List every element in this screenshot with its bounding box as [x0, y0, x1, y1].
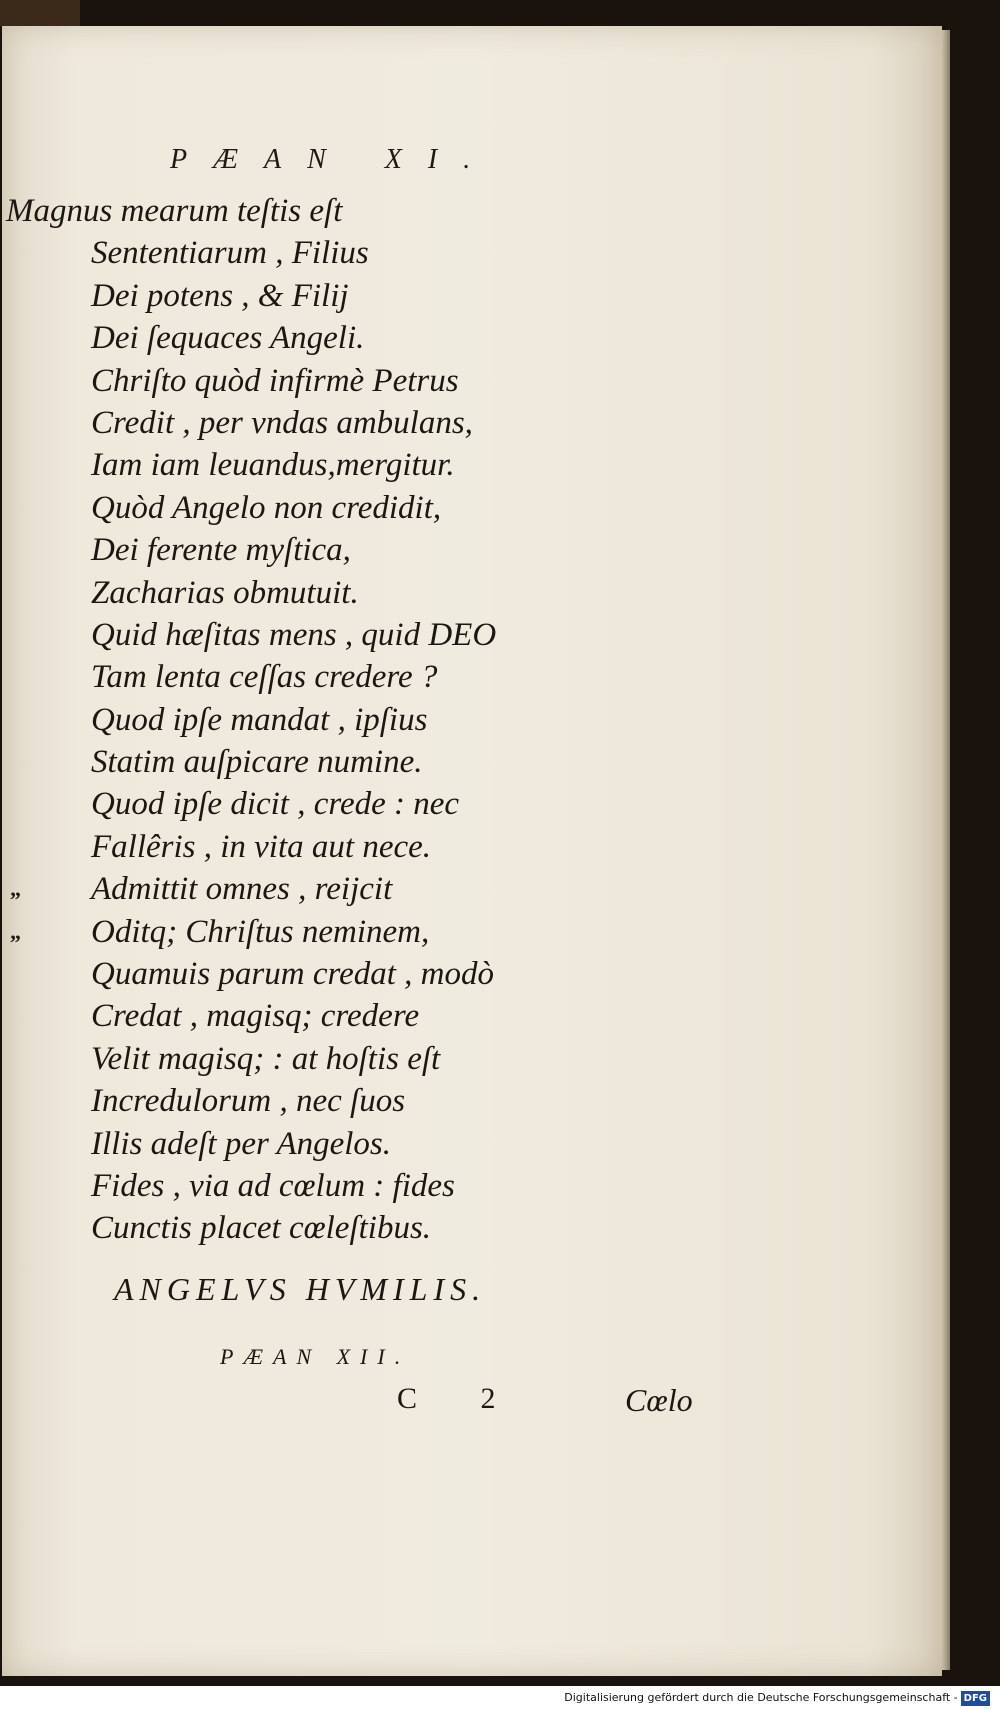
verse-line: Quid hæſitas mens , quid DEO — [91, 616, 497, 653]
credit-text: Digitalisierung gefördert durch die Deutsche Forschungsgemeinschaft - — [564, 1691, 958, 1704]
verse-line: Quod ipſe mandat , ipſius — [91, 701, 428, 738]
verse-line: Iam iam leuandus,mergitur. — [91, 447, 455, 484]
book-page — [2, 26, 942, 1676]
verse-line: Statim auſpicare numine. — [91, 744, 423, 781]
verse-line: „ Oditq; Chriſtus neminem, — [2, 911, 902, 953]
verse-line: Fallêris , in vita aut nece. — [91, 828, 432, 865]
verse-line: Fides , via ad cœlum : fides — [91, 1167, 455, 1204]
verse-line: Quod ipſe dicit , crede : nec — [91, 786, 460, 823]
verse-line: Tam lenta ceſſas credere ? — [91, 659, 438, 696]
verse-line: Incredulorum , nec ſuos — [91, 1083, 406, 1120]
page-edge — [942, 30, 950, 1670]
next-running-head: PÆAN XII. — [220, 1344, 411, 1369]
verse-line: Sententiarum , Filius — [91, 235, 369, 272]
verse-line: Cunctis placet cœleſtibus. — [91, 1210, 432, 1247]
verse-line: Dei ferente myſtica, — [91, 532, 351, 569]
quotation-marker: „ — [10, 876, 21, 902]
quotation-marker: „ — [10, 918, 21, 944]
verse-line: Velit magisq; : at hoſtis eſt — [91, 1040, 441, 1077]
verse-line: Dei potens , & Filij — [91, 277, 349, 314]
verse-line: Magnus mearum teſtis eſt — [6, 193, 343, 229]
signature-mark: C 2 — [397, 1382, 524, 1415]
verse-line: Dei ſequaces Angeli. — [91, 320, 365, 357]
verse-line: „ Admittit omnes , reijcit — [2, 868, 902, 910]
verse-line: Zacharias obmutuit. — [91, 574, 359, 611]
verse-line: Quamuis parum credat , modò — [91, 956, 495, 993]
book-spine-corner — [0, 0, 80, 26]
running-head: PÆAN XI. — [170, 144, 497, 175]
dfg-logo: DFG — [961, 1691, 990, 1706]
verse-text — [2, 190, 902, 1250]
section-heading: ANGELVS HVMILIS. — [114, 1271, 487, 1307]
catchword: Cœlo — [625, 1382, 693, 1418]
verse-line: Chriſto quòd infirmè Petrus — [91, 362, 459, 399]
digitization-credit — [562, 1690, 992, 1706]
verse-line: Quòd Angelo non credidit, — [91, 489, 442, 526]
verse-line: Credat , magisq; credere — [91, 998, 420, 1035]
verse-line: Credit , per vndas ambulans, — [91, 404, 473, 441]
verse-line: Illis adeſt per Angelos. — [91, 1125, 392, 1162]
